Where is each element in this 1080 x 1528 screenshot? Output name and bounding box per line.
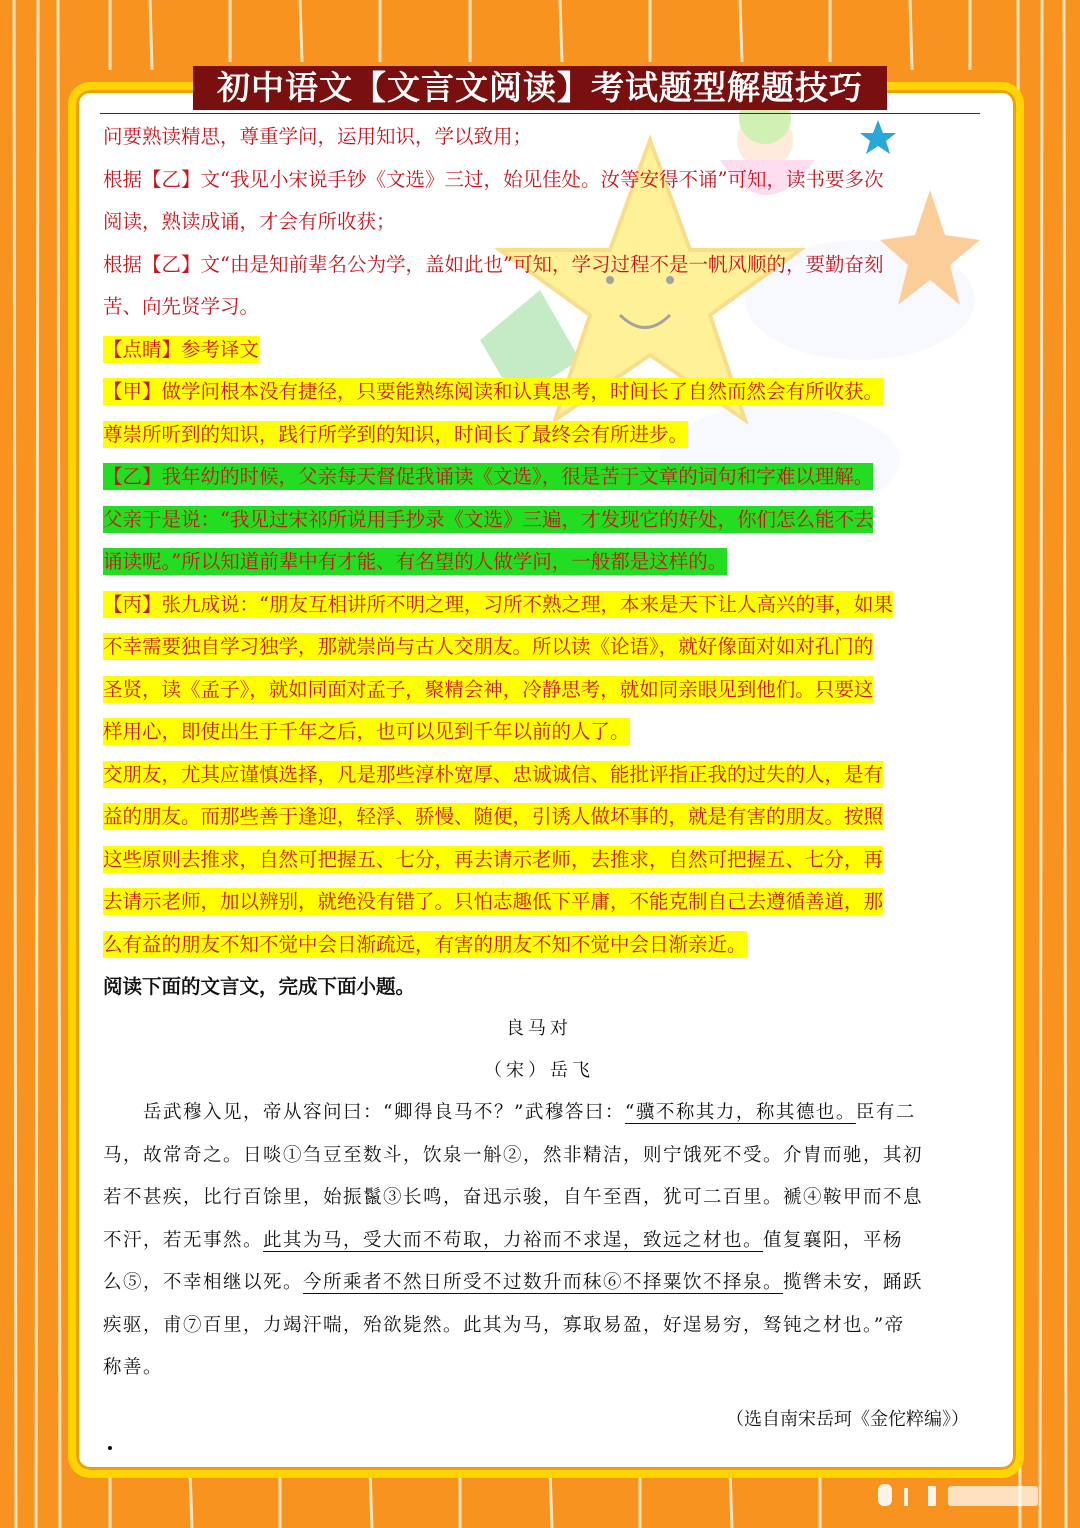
translation-yi-line: 诵读呢。”所以知道前辈中有才能、有名望的人做学问，一般都是这样的。 <box>103 550 728 573</box>
analysis-line: 根据【乙】文“我见小宋说手钞《文选》三过，始见佳处。汝等安得不诵”可知，读书要多次 <box>103 167 884 191</box>
translation-bing-line: 交朋友，尤其应谨慎选择，凡是那些淳朴宽厚、忠诚诚信、能批评指正我的过失的人，是有 <box>103 762 884 786</box>
analysis-line: 问要熟读精思，尊重学问，运用知识，学以致用； <box>103 125 533 148</box>
passage-line: 称善。 <box>103 1357 164 1378</box>
note-heading: 【点睛】参考译文 <box>103 337 260 361</box>
bullet-dot <box>108 1446 112 1450</box>
passage-line: 疾驱，甫⑦百里，力竭汗喘，殆欲毙然。此其为马，寡取易盈，好逞易穷，驽钝之材也。”帝 <box>103 1314 905 1336</box>
note-heading-line <box>103 329 975 372</box>
translation-bing-line: 圣贤，读《孟子》，就如同面对孟子，聚精会神，冷静思考，就如同亲眼见到他们。只要这 <box>103 677 874 701</box>
translation-bing-line: 这些原则去推求，自然可把握五、七分，再去请示老师，去推求，自然可把握五、七分，再 <box>103 847 884 871</box>
title-underline <box>100 113 980 114</box>
passage-line: 岳武穆入见，帝从容问曰：“卿得良马不？”武穆答曰：“骥不称其力，称其德也。臣有二 <box>103 1102 916 1123</box>
underlined-sentence: “骥不称其力，称其德也。 <box>624 1102 856 1123</box>
translation-bing-line: 样用心，即使出生于千年之后，也可以见到千年以前的人了。 <box>103 720 630 743</box>
passage-line: 不汗，若无事然。此其为马，受大而不苟取，力裕而不求逞，致远之材也。值复襄阳，平杨 <box>103 1229 904 1251</box>
analysis-line: 苦、向先贤学习。 <box>103 295 260 318</box>
translation-bing-line: 么有益的朋友不知不觉中会日渐疏远，有害的朋友不知不觉中会日渐亲近。 <box>103 932 747 956</box>
translation-jia-line: 尊崇所听到的知识，践行所学到的知识，时间长了最终会有所进步。 <box>103 422 689 446</box>
passage-title: 良马对 <box>506 1018 572 1039</box>
analysis-line: 根据【乙】文“由是知前辈名公为学，盖如此也”可知，学习过程不是一帆风顺的，要勤奋刻 <box>103 252 884 276</box>
passage-body <box>103 1092 975 1390</box>
answer-content <box>103 116 975 1450</box>
translation-bing-line: 【丙】张九成说：“朋友互相讲所不明之理，习所不熟之理，本来是天下让人高兴的事，如果 <box>103 592 893 616</box>
translation-bing-line: 不幸需要独自学习独学，那就崇尚与古人交朋友。所以读《论语》，就好像面对如对孔门的 <box>103 635 874 658</box>
passage-line: 马，故常奇之。日啖①刍豆至数斗，饮泉一斛②，然非精洁，则宁饿死不受。介胄而驰，其初 <box>103 1144 924 1166</box>
analysis-line: 阅读，熟读成诵，才会有所收获； <box>103 210 396 233</box>
translation-jia-line: 【甲】做学问根本没有捷径，只要能熟练阅读和认真思考，时间长了自然而然会有所收获。 <box>103 380 884 403</box>
passage-author: （宋）岳飞 <box>484 1060 594 1081</box>
page-title: 初中语文【文言文阅读】考试题型解题技巧 <box>193 66 887 110</box>
passage-line: 么⑤，不幸相继以死。今所乘者不然日所受不过数升而秣⑥不择粟饮不择泉。揽辔未安，踊跃 <box>103 1272 924 1293</box>
translation-bing-line: 益的朋友。而那些善于逢迎，轻浮、骄慢、随便，引诱人做坏事的，就是有害的朋友。按照 <box>103 805 884 828</box>
underlined-sentence: 今所乘者不然日所受不过数升而秣⑥不择粟饮不择泉。 <box>303 1272 784 1293</box>
passage-line: 若不甚疾，比行百馀里，始振鬣③长鸣，奋迅示骏，自午至酉，犹可二百里。褫④鞍甲而不息 <box>103 1187 924 1208</box>
underlined-sentence: 此其为马，受大而不苟取，力裕而不求逞，致远之材也。 <box>263 1229 764 1251</box>
translation-yi-line: 【乙】我年幼的时候，父亲每天督促我诵读《文选》，很是苦于文章的词句和字难以理解。 <box>103 465 874 488</box>
translation-yi-line: 父亲于是说：“我见过宋祁所说用手抄录《文选》三遍，才发现它的好处，你们怎么能不去 <box>103 507 874 531</box>
question-prompt: 阅读下面的文言文，完成下面小题。 <box>103 975 416 998</box>
watermark-logo <box>868 1480 1058 1510</box>
translation-bing-line: 去请示老师，加以辨别，就绝没有错了。只怕志趣低下平庸，不能克制自己去遵循善道，那 <box>103 890 884 913</box>
source-citation: （选自南宋岳珂《金佗粹编》） <box>726 1408 969 1430</box>
